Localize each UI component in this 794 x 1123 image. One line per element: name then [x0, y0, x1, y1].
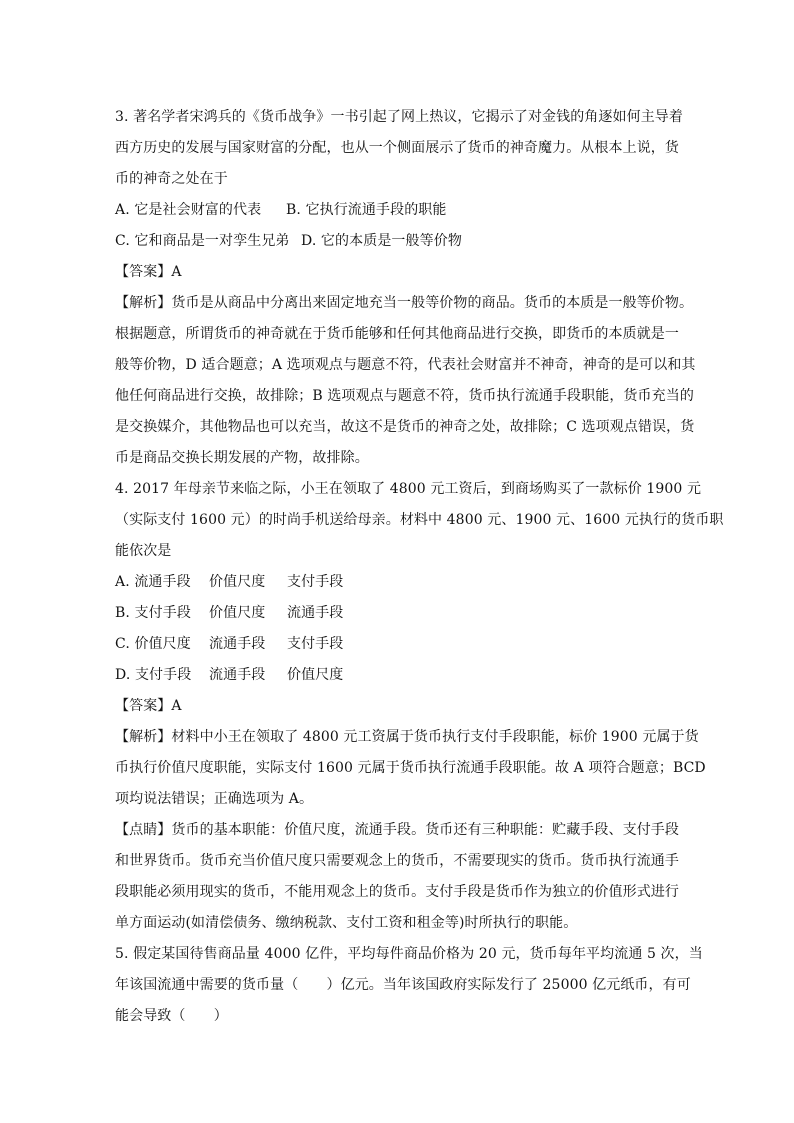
- question-4-option-b: [115, 598, 695, 629]
- question-5-stem-line-3: 能会导致（ ）: [115, 1008, 228, 1024]
- option-c-col-1: [115, 629, 209, 660]
- option-b-term-1: 支付手段: [134, 605, 191, 621]
- question-3: [115, 102, 695, 474]
- question-3-stem-line-2: 西方历史的发展与国家财富的分配，也从一个侧面展示了货币的神奇魔力。从根本上说，货: [115, 140, 679, 156]
- question-4-stem-line-2: （实际支付 1600 元）的时尚手机送给母亲。材料中 4800 元、1900 元、1600 元执行的货币职: [115, 512, 724, 528]
- question-4-stem-line-1: 4. 2017 年母亲节来临之际，小王在领取了 4800 元工资后，到商场购买了一款标价 1900 元: [115, 481, 702, 497]
- question-3-analysis-line-3: 般等价物，D 适合题意；A 选项观点与题意不符，代表社会财富并不神奇，神奇的是可以和其: [115, 357, 696, 373]
- option-d-letter: D.: [115, 667, 131, 683]
- question-3-option-c: C. 它和商品是一对孪生兄弟: [115, 233, 290, 249]
- question-3-analysis-line-4: 他任何商品进行交换，故排除；B 选项观点与题意不符，货币执行流通手段职能，货币充当的: [115, 388, 694, 404]
- question-4-analysis-line-1: 【解析】材料中小王在领取了 4800 元工资属于货币执行支付手段职能，标价 1900 元属于货: [115, 729, 699, 745]
- question-4-answer: 【答案】A: [115, 698, 182, 714]
- question-5-stem-line-2: 年该国流通中需要的货币量（ ）亿元。当年该国政府实际发行了 25000 亿元纸币，有可: [115, 977, 691, 993]
- question-4-option-d: [115, 660, 695, 691]
- option-b-letter: B.: [115, 605, 130, 621]
- question-4-tip-line-3: 段职能必须用现实的货币，不能用观念上的货币。支付手段是货币作为独立的价值形式进行: [115, 884, 679, 900]
- question-3-analysis-line-2: 根据题意，所谓货币的神奇就在于货币能够和任何其他商品进行交换，即货币的本质就是一: [115, 326, 679, 342]
- question-4-option-a: [115, 567, 695, 598]
- question-3-analysis-line-1: 【解析】货币是从商品中分离出来固定地充当一般等价物的商品。货币的本质是一般等价物。: [115, 295, 694, 311]
- question-3-analysis-line-6: 币是商品交换长期发展的产物，故排除。: [115, 450, 369, 466]
- option-a-term-1: 流通手段: [134, 574, 191, 590]
- option-c-letter: C.: [115, 636, 130, 652]
- option-c-term-2: 流通手段: [209, 636, 266, 652]
- question-4-stem-line-3: 能依次是: [115, 543, 172, 559]
- option-c-term-1: 价值尺度: [134, 636, 191, 652]
- question-4: [115, 474, 724, 939]
- option-d-term-2: 流通手段: [209, 667, 266, 683]
- question-3-options-row-2: [115, 226, 695, 257]
- question-4-tip-line-2: 和世界货币。货币充当价值尺度只需要观念上的货币，不需要现实的货币。货币执行流通手: [115, 853, 679, 869]
- option-d-term-3: 价值尺度: [287, 667, 344, 683]
- option-d-col-1: [115, 660, 209, 691]
- option-d-term-1: 支付手段: [134, 667, 192, 683]
- question-4-analysis-line-3: 项均说法错误；正确选项为 A。: [115, 791, 314, 807]
- option-a-col-1: [115, 567, 209, 598]
- question-3-option-a: A. 它是社会财富的代表: [115, 202, 262, 218]
- option-b-term-2: 价值尺度: [209, 605, 266, 621]
- question-4-tip-line-4: 单方面运动(如清偿债务、缴纳税款、支付工资和租金等)时所执行的职能。: [115, 915, 578, 931]
- question-5: [115, 939, 703, 1032]
- question-4-analysis-line-2: 币执行价值尺度职能，实际支付 1600 元属于货币执行流通手段职能。故 A 项符合题意；BCD: [115, 760, 706, 776]
- question-3-stem-line-1: 3. 著名学者宋鸿兵的《货币战争》一书引起了网上热议，它揭示了对金钱的角逐如何主导着: [115, 109, 684, 125]
- option-a-term-3: 支付手段: [287, 574, 344, 590]
- option-c-term-3: 支付手段: [287, 636, 344, 652]
- question-3-option-b: B. 它执行流通手段的职能: [286, 202, 447, 218]
- question-3-stem-line-3: 币的神奇之处在于: [115, 171, 228, 187]
- document-content: [115, 102, 724, 1032]
- option-a-term-2: 价值尺度: [209, 574, 266, 590]
- question-3-option-d: D. 它的本质是一般等价物: [301, 233, 462, 249]
- question-3-analysis-line-5: 是交换媒介，其他物品也可以充当，故这不是货币的神奇之处，故排除；C 选项观点错误，货: [115, 419, 695, 435]
- option-a-letter: A.: [115, 574, 130, 590]
- question-3-options-row-1: [115, 195, 695, 226]
- option-b-term-3: 流通手段: [287, 605, 344, 621]
- option-b-col-1: [115, 598, 209, 629]
- question-3-answer: 【答案】A: [115, 264, 182, 280]
- question-4-tip-line-1: 【点睛】货币的基本职能：价值尺度，流通手段。货币还有三种职能：贮藏手段、支付手段: [115, 822, 679, 838]
- question-5-stem-line-1: 5. 假定某国待售商品量 4000 亿件，平均每件商品价格为 20 元，货币每年平均流通 5 次，当: [115, 946, 703, 962]
- question-4-option-c: [115, 629, 695, 660]
